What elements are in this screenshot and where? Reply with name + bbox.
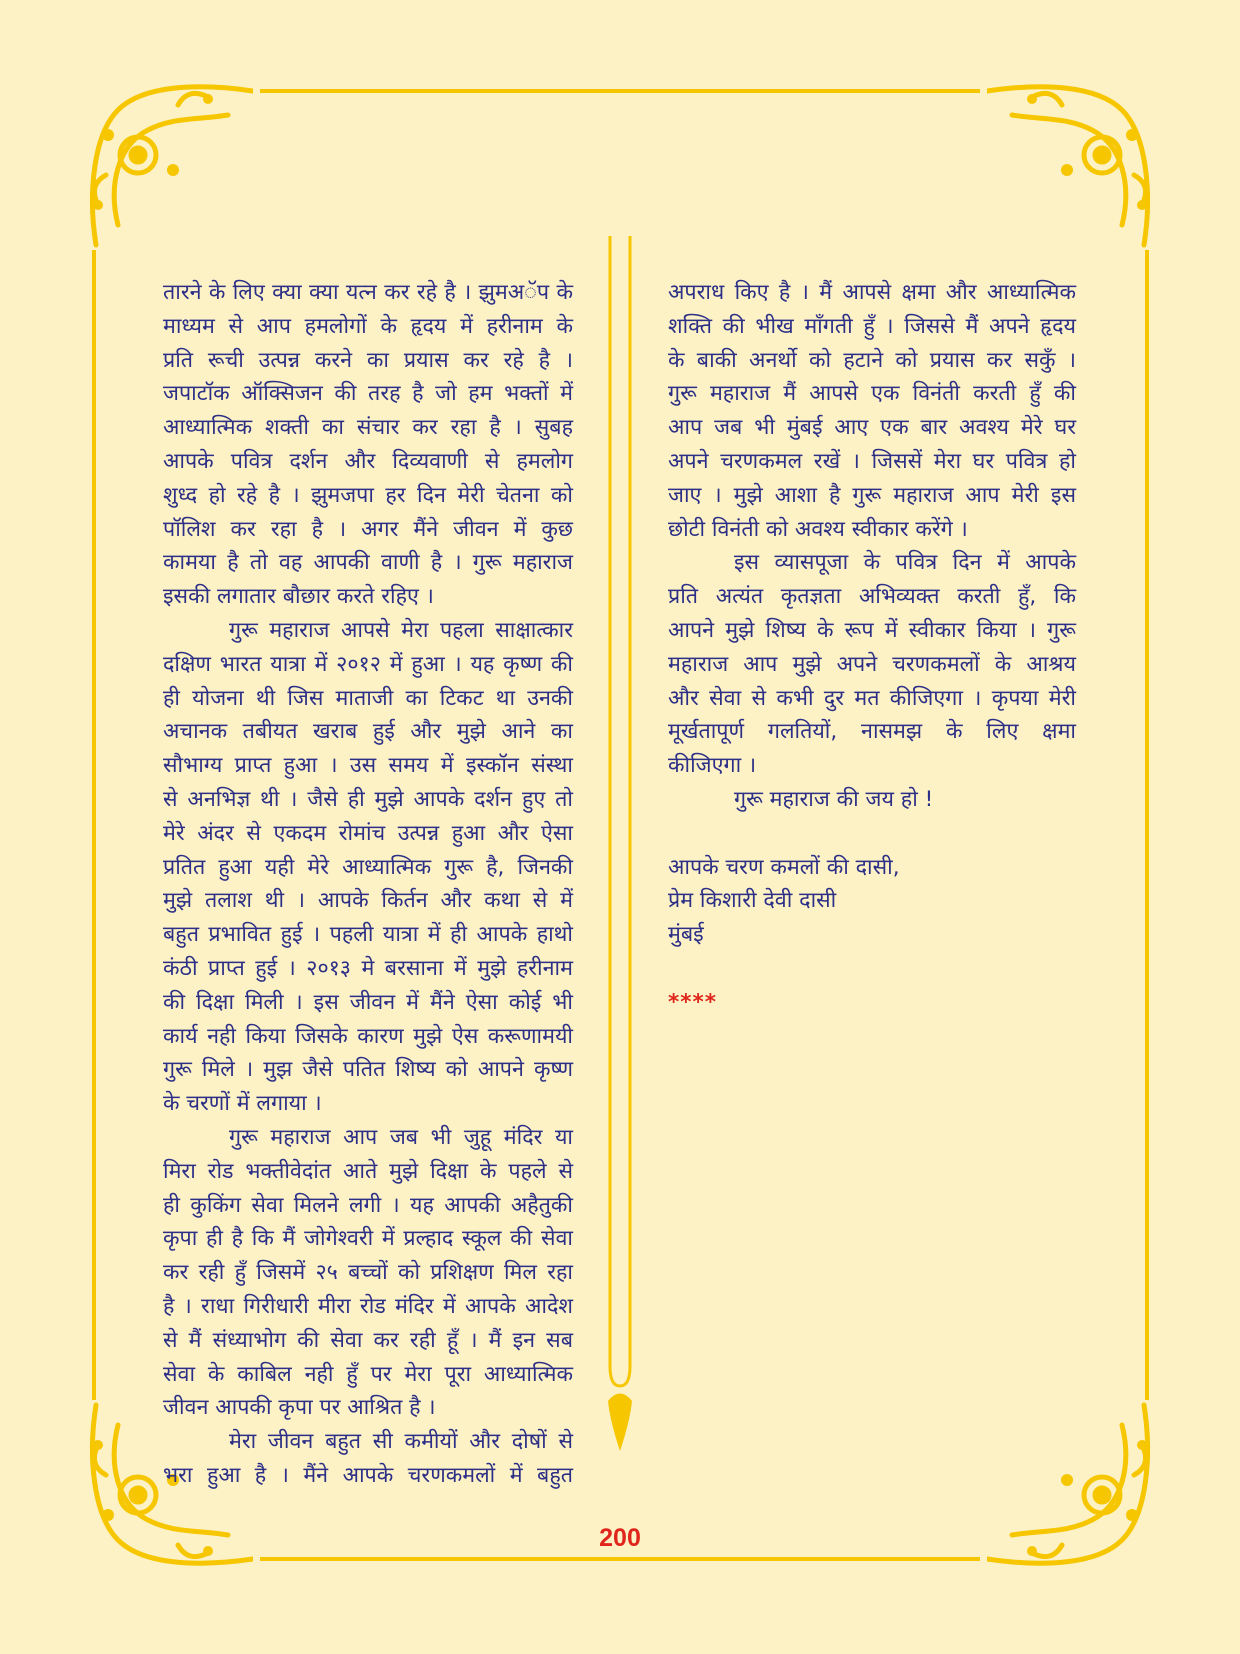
text-line: गुरू महाराज आप जब भी जुहू मंदिर या xyxy=(229,1124,573,1150)
right-paragraphs xyxy=(668,276,1076,817)
text-line: आप जब भी मुंबई आए एक बार अवश्य मेरे घर xyxy=(668,415,1076,441)
signature-closing: आपके चरण कमलों की दासी, xyxy=(668,854,900,880)
text-line: जीवन आपकी कृपा पर आश्रित है । xyxy=(163,1395,436,1421)
border-bottom xyxy=(260,1557,980,1561)
text-line: इसकी लगातार बौछार करते रहिए । xyxy=(163,584,434,610)
text-line: अपने चरणकमल रखें । जिससें मेरा घर पवित्र हो xyxy=(668,448,1076,474)
text-line: दक्षिण भारत यात्रा में २०१२ में हुआ । यह कृष्ण की xyxy=(163,651,573,677)
paragraph xyxy=(668,783,1076,817)
text-line: जपाटॉक ऑक्सिजन की तरह है जो हम भक्तों में xyxy=(163,381,573,407)
text-line: प्रति अत्यंत कृतज्ञता अभिव्यक्त करती हुँ, कि xyxy=(668,584,1076,610)
border-left xyxy=(92,250,96,1400)
text-line: कार्य नही किया जिसके कारण मुझे ऐस करूणामयी xyxy=(163,1023,573,1049)
text-line: जाए । मुझे आशा है गुरू महाराज आप मेरी इस xyxy=(668,482,1076,508)
text-line: शक्ति की भीख माँगती हुँ । जिससे मैं अपने हृदय xyxy=(668,313,1076,339)
text-line: गुरू मिले । मुझ जैसे पतित शिष्य को आपने कृष्ण xyxy=(163,1057,573,1083)
border-top xyxy=(260,89,980,93)
text-line: बहुत प्रभावित हुई । पहली यात्रा में ही आपके हाथो xyxy=(163,922,573,948)
text-line: आपके पवित्र दर्शन और दिव्यवाणी से हमलोग xyxy=(163,448,573,474)
right-text-column xyxy=(668,276,1076,1020)
paragraph xyxy=(163,1425,573,1493)
text-line: कर रही हुँ जिसमें २५ बच्चों को प्रशिक्षण मिल रहा xyxy=(163,1260,573,1286)
signature-name: प्रेम किशारी देवी दासी xyxy=(668,888,837,914)
text-line: से मैं संध्याभोग की सेवा कर रही हूँ । मैं इन सब xyxy=(163,1327,573,1353)
text-line: सेवा के काबिल नही हुँ पर मेरा पूरा आध्यात्मिक xyxy=(163,1361,573,1387)
text-line: की दिक्षा मिली । इस जीवन में मैंने ऐसा कोई भी xyxy=(163,989,573,1015)
text-line: मूर्खतापूर्ण गलतियों, नासमझ के लिए क्षमा xyxy=(668,719,1076,745)
text-line: है । राधा गिरीधारी मीरा रोड मंदिर में आपके आदेश xyxy=(163,1293,573,1319)
border-right xyxy=(1145,250,1149,1400)
text-line: इस व्यासपूजा के पवित्र दिन में आपके xyxy=(734,550,1076,576)
text-line: तारने के लिए क्या क्या यत्न कर रहे है । झुमअॅप के xyxy=(163,280,573,305)
text-line: अपराध किए है । मैं आपसे क्षमा और आध्यात्मिक xyxy=(668,280,1076,305)
text-line: छोटी विनंती को अवश्य स्वीकार करेंगे । xyxy=(668,516,968,542)
text-line: भरा हुआ है । मैंने आपके चरणकमलों में बहुत xyxy=(163,1462,573,1488)
text-line: प्रतित हुआ यही मेरे आध्यात्मिक गुरू है, जिनकी xyxy=(163,854,573,880)
paragraph xyxy=(668,546,1076,783)
end-mark: **** xyxy=(668,989,717,1015)
text-line: और सेवा से कभी दुर मत कीजिएगा । कृपया मेरी xyxy=(668,685,1076,711)
page-number: 200 xyxy=(599,1524,641,1552)
text-line: गुरू महाराज की जय हो ! xyxy=(734,786,934,812)
corner-ornament-top-left xyxy=(78,75,253,250)
text-line: ही कुकिंग सेवा मिलने लगी । यह आपकी अहैतुकी xyxy=(163,1192,573,1218)
text-line: गुरू महाराज मैं आपसे एक विनंती करती हुँ की xyxy=(668,381,1076,407)
text-line: प्रति रूची उत्पन्न करने का प्रयास कर रहे है । xyxy=(163,347,573,373)
left-text-column xyxy=(163,276,573,1493)
text-line: कीजिएगा । xyxy=(668,753,757,779)
text-line: सौभाग्य प्राप्त हुआ । उस समय में इस्कॉन संस्था xyxy=(163,753,573,779)
text-line: माध्यम से आप हमलोगों के हृदय में हरीनाम के xyxy=(163,313,573,339)
text-line: मिरा रोड भक्तीवेदांत आते मुझे दिक्षा के पहले से xyxy=(163,1158,573,1184)
corner-ornament-top-right xyxy=(987,75,1162,250)
paragraph xyxy=(163,276,573,614)
text-line: कंठी प्राप्त हुई । २०१३ मे बरसाना में मुझे हरीनाम xyxy=(163,955,573,981)
text-line: मेरे अंदर से एकदम रोमांच उत्पन्न हुआ और ऐसा xyxy=(163,820,573,846)
text-line: आध्यात्मिक शक्ती का संचार कर रहा है । सुबह xyxy=(163,415,573,441)
signature-city: मुंबई xyxy=(668,922,704,948)
paragraph xyxy=(668,276,1076,546)
text-line: कामया है तो वह आपकी वाणी है । गुरू महाराज xyxy=(163,550,573,576)
text-line: महाराज आप मुझे अपने चरणकमलों के आश्रय xyxy=(668,651,1076,677)
text-line: के चरणों में लगाया । xyxy=(163,1091,322,1117)
text-line: आपने मुझे शिष्य के रूप में स्वीकार किया । गुरू xyxy=(668,617,1076,643)
text-line: शुध्द हो रहे है । झुमजपा हर दिन मेरी चेतना को xyxy=(163,482,573,508)
paragraph xyxy=(163,1121,573,1425)
text-line: के बाकी अनर्थो को हटाने को प्रयास कर सकुँ । xyxy=(668,347,1076,373)
text-line: कृपा ही है कि मैं जोगेश्वरी में प्रल्हाद स्कूल की सेवा xyxy=(163,1226,573,1252)
text-line: ही योजना थी जिस माताजी का टिकट था उनकी xyxy=(163,685,573,711)
text-line: अचानक तबीयत खराब हुई और मुझे आने का xyxy=(163,719,573,745)
text-line: पॉलिश कर रहा है । अगर मैंने जीवन में कुछ xyxy=(163,516,573,542)
text-line: गुरू महाराज आपसे मेरा पहला साक्षात्कार xyxy=(229,617,573,643)
text-line: मुझे तलाश थी । आपके किर्तन और कथा से में xyxy=(163,888,573,914)
text-line: मेरा जीवन बहुत सी कमीयों और दोषों से xyxy=(229,1429,573,1455)
text-line: से अनभिज्ञ थी । जैसे ही मुझे आपके दर्शन हुए तो xyxy=(163,786,573,812)
column-divider xyxy=(604,236,636,1466)
paragraph xyxy=(163,614,573,1121)
